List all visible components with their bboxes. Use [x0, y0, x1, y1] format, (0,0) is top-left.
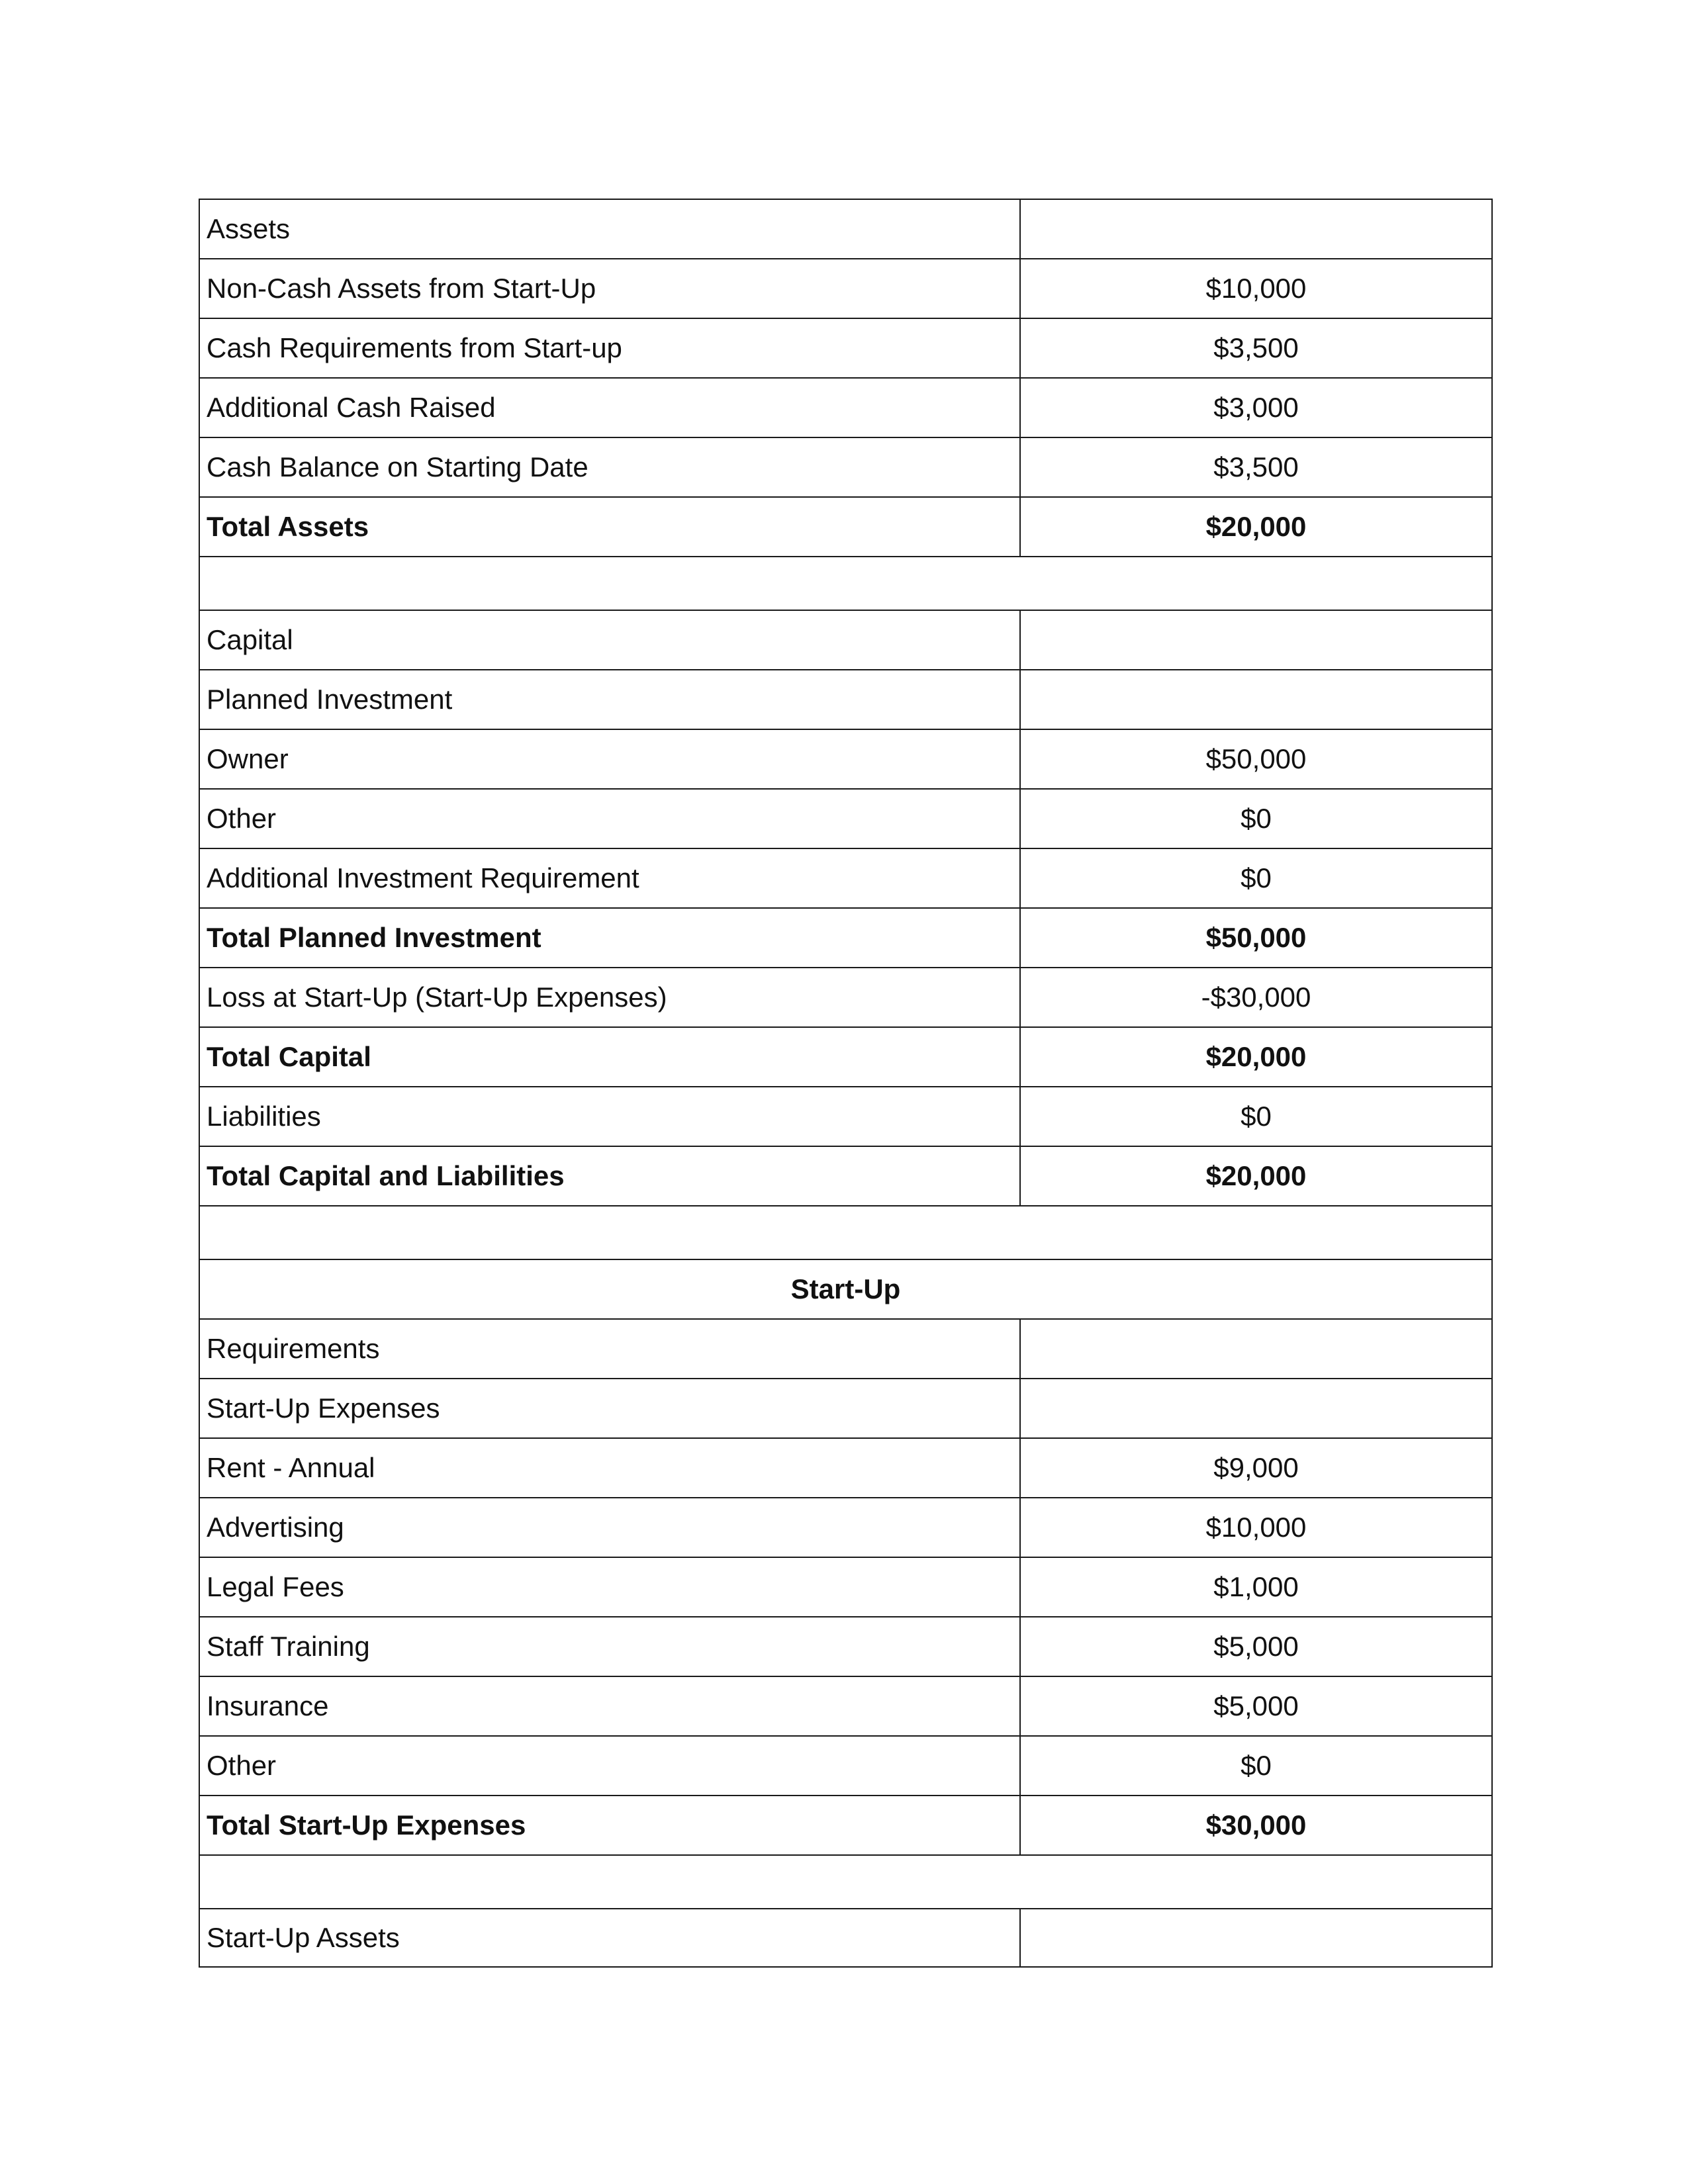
row-value: $0: [1241, 1101, 1272, 1132]
row-label: Additional Cash Raised: [200, 379, 1021, 437]
row-label: Requirements: [200, 1320, 1021, 1378]
row-value: [1021, 1909, 1491, 1966]
row-value: $0: [1241, 803, 1272, 834]
spacer-cell: [200, 557, 1491, 610]
table-row: [199, 967, 1493, 1026]
table-row: [199, 729, 1493, 788]
table-row: [199, 1616, 1493, 1676]
financial-table: [199, 199, 1493, 1968]
spacer-cell: [200, 1206, 1491, 1259]
row-label: Planned Investment: [200, 670, 1021, 729]
table-row: [199, 318, 1493, 377]
row-label: Total Capital: [200, 1028, 1021, 1086]
row-value: $0: [1241, 1750, 1272, 1781]
spacer-cell: [200, 1856, 1491, 1908]
row-value: [1021, 670, 1491, 729]
total-row: [199, 1026, 1493, 1086]
row-value: $3,500: [1213, 332, 1299, 363]
total-row: [199, 1795, 1493, 1854]
row-label: Total Assets: [200, 498, 1021, 556]
section-header-row: [199, 1259, 1493, 1318]
table-row: [199, 1908, 1493, 1968]
table-row: [199, 1735, 1493, 1795]
row-value: $30,000: [1205, 1809, 1307, 1841]
table-row: [199, 437, 1493, 496]
row-label: Staff Training: [200, 1617, 1021, 1676]
row-value: $3,000: [1213, 392, 1299, 423]
row-value: -$30,000: [1201, 981, 1311, 1013]
table-row: [199, 788, 1493, 848]
row-label: Rent - Annual: [200, 1439, 1021, 1497]
total-row: [199, 1146, 1493, 1205]
table-row: [199, 1318, 1493, 1378]
row-label: Start-Up Expenses: [200, 1379, 1021, 1437]
row-label: Loss at Start-Up (Start-Up Expenses): [200, 968, 1021, 1026]
row-value: $10,000: [1205, 273, 1307, 304]
row-label: Start-Up Assets: [200, 1909, 1021, 1966]
row-value: [1021, 611, 1491, 669]
table-row: [199, 848, 1493, 907]
row-value: $3,500: [1213, 451, 1299, 482]
row-value: $20,000: [1205, 1041, 1307, 1072]
row-label: Total Planned Investment: [200, 909, 1021, 967]
row-label: Total Capital and Liabilities: [200, 1147, 1021, 1205]
table-row: [199, 610, 1493, 669]
row-value: $0: [1241, 862, 1272, 893]
row-label: Assets: [200, 200, 1021, 258]
table-row: [199, 669, 1493, 729]
spacer-row: [199, 556, 1493, 610]
table-row: [199, 1557, 1493, 1616]
row-value: $1,000: [1213, 1571, 1299, 1602]
row-value: $20,000: [1205, 1160, 1307, 1191]
section-header: Start-Up: [790, 1273, 901, 1304]
total-row: [199, 907, 1493, 967]
table-row: [199, 1086, 1493, 1146]
row-value: [1021, 1379, 1491, 1437]
row-value: $50,000: [1205, 743, 1307, 774]
row-label: Other: [200, 1737, 1021, 1795]
row-label: Additional Investment Requirement: [200, 849, 1021, 907]
row-value: $5,000: [1213, 1690, 1299, 1721]
table-row: [199, 1378, 1493, 1437]
row-label: Liabilities: [200, 1087, 1021, 1146]
table-row: [199, 377, 1493, 437]
row-label: Cash Requirements from Start-up: [200, 319, 1021, 377]
table-row: [199, 258, 1493, 318]
row-value: [1021, 200, 1491, 258]
row-value: $9,000: [1213, 1452, 1299, 1483]
row-label: Advertising: [200, 1498, 1021, 1557]
spacer-row: [199, 1854, 1493, 1908]
row-label: Owner: [200, 730, 1021, 788]
row-value: $5,000: [1213, 1631, 1299, 1662]
spacer-row: [199, 1205, 1493, 1259]
row-label: Legal Fees: [200, 1558, 1021, 1616]
total-row: [199, 496, 1493, 556]
row-label: Insurance: [200, 1677, 1021, 1735]
row-label: Cash Balance on Starting Date: [200, 438, 1021, 496]
row-label: Capital: [200, 611, 1021, 669]
row-value: $50,000: [1205, 922, 1307, 953]
table-row: [199, 1437, 1493, 1497]
table-row: [199, 199, 1493, 258]
table-row: [199, 1676, 1493, 1735]
row-value: [1021, 1320, 1491, 1378]
row-value: $10,000: [1205, 1512, 1307, 1543]
row-label: Total Start-Up Expenses: [200, 1796, 1021, 1854]
row-label: Non-Cash Assets from Start-Up: [200, 259, 1021, 318]
row-value: $20,000: [1205, 511, 1307, 542]
row-label: Other: [200, 790, 1021, 848]
table-row: [199, 1497, 1493, 1557]
